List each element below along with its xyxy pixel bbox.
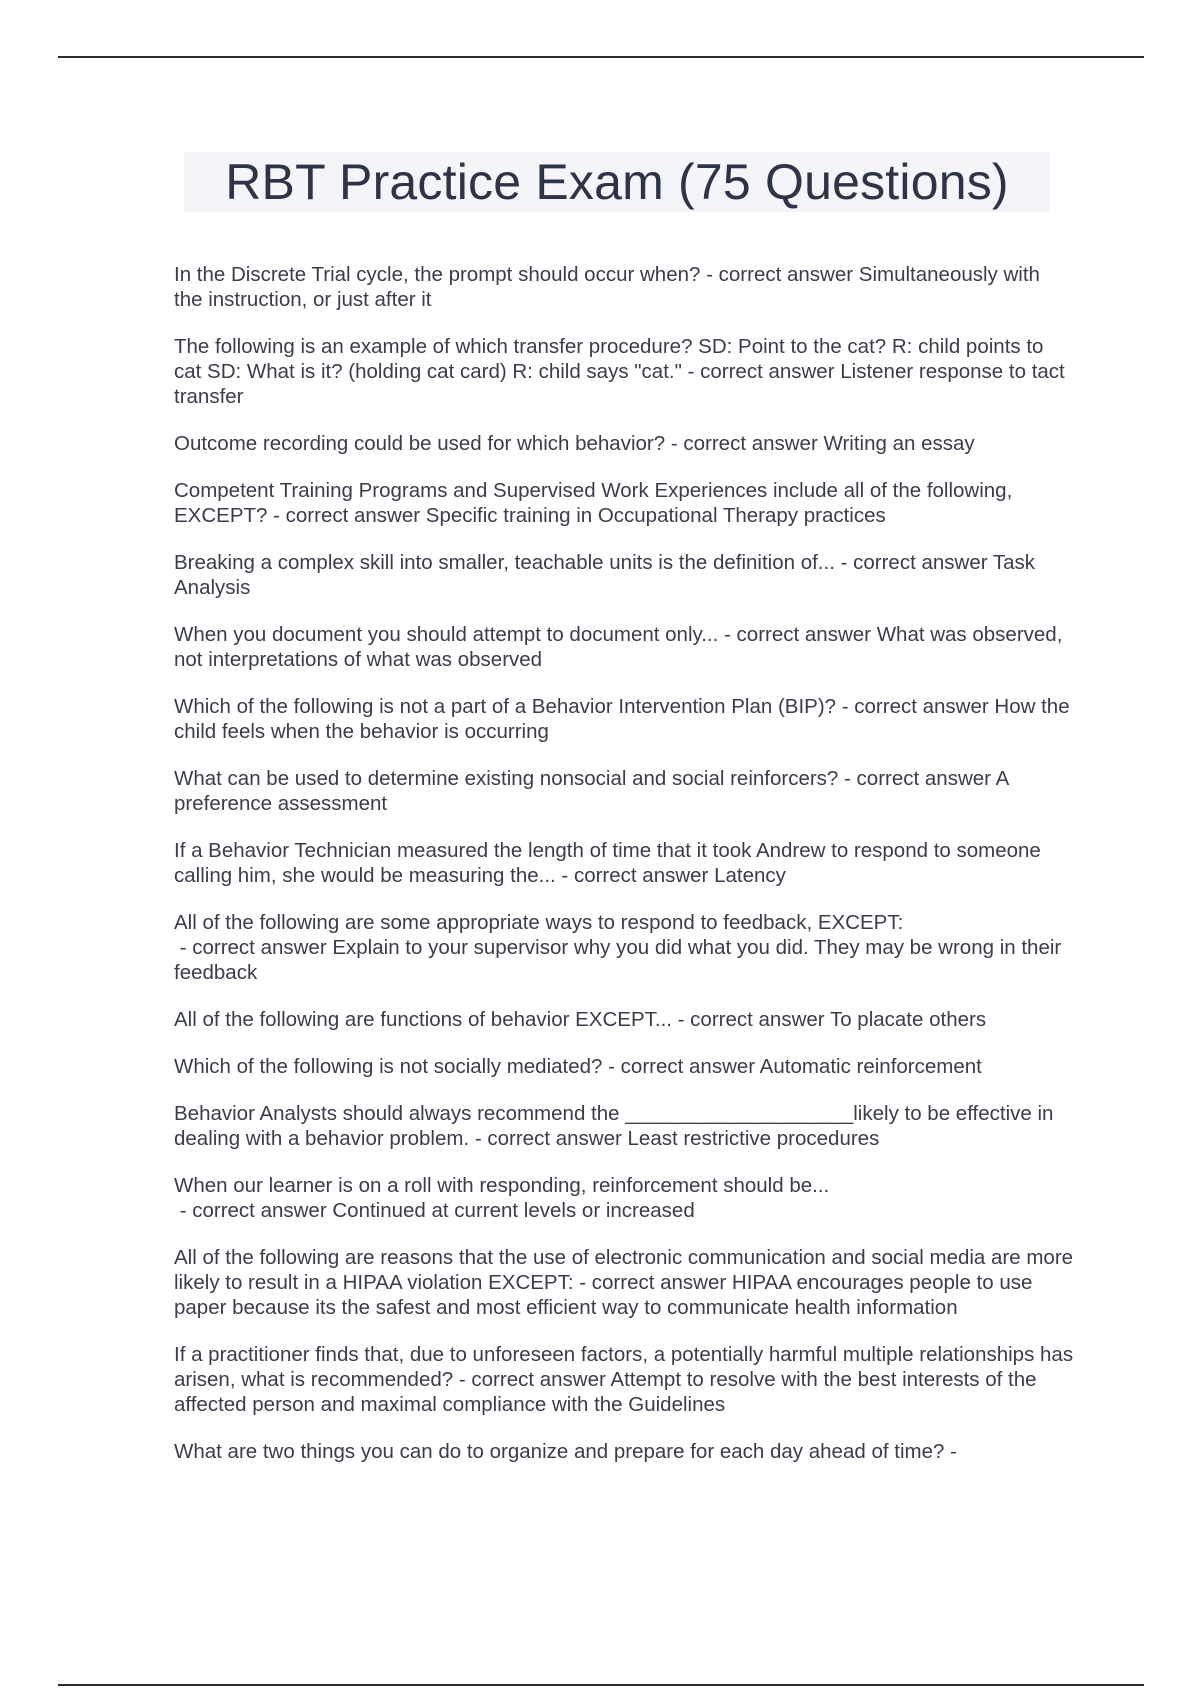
answer-separator: - correct answer	[453, 1368, 611, 1391]
qa-item	[174, 1439, 1074, 1464]
answer-text: Specific training in Occupational Therapy practices	[425, 504, 886, 527]
answer-separator: - correct answer	[469, 1127, 628, 1150]
question-text: When our learner is on a roll with responding, reinforcement should be...	[174, 1174, 830, 1197]
top-rule	[58, 56, 1144, 58]
qa-item	[174, 550, 1074, 600]
question-text: All of the following are reasons that the use of electronic communication and social media are more likely to result in a HIPAA violation EXCEPT:	[174, 1246, 1074, 1294]
question-text: Competent Training Programs and Supervised Work Experiences include all of the following, EXCEPT?	[174, 479, 1013, 527]
answer-text: HIPAA encourages people to use paper because its the safest and most efficient way to communicate health information	[174, 1271, 1033, 1319]
question-text: Breaking a complex skill into smaller, teachable units is the definition of...	[174, 551, 835, 574]
qa-item	[174, 1342, 1074, 1417]
qa-item	[174, 262, 1074, 312]
qa-item	[174, 1173, 1074, 1223]
answer-text: Least restrictive procedures	[627, 1127, 880, 1150]
answer-text: Continued at current levels or increased	[332, 1199, 695, 1222]
qa-item	[174, 431, 1074, 456]
question-text: If a practitioner finds that, due to unforeseen factors, a potentially harmful multiple relationships has arisen, what is recommended?	[174, 1343, 1074, 1391]
qa-item	[174, 622, 1074, 672]
qa-item	[174, 478, 1074, 528]
answer-text: To placate others	[829, 1008, 987, 1031]
qa-list	[174, 262, 1074, 1486]
answer-separator: - correct answer	[267, 504, 426, 527]
qa-item	[174, 910, 1074, 985]
answer-separator: - correct answer	[665, 432, 824, 455]
answer-separator: - correct answer	[681, 360, 841, 383]
answer-separator: - correct answer	[700, 263, 859, 286]
answer-separator: - correct answer	[671, 1008, 830, 1031]
answer-separator: - correct answer	[174, 1199, 333, 1222]
question-text: All of the following are some appropriate ways to respond to feedback, EXCEPT:	[174, 911, 904, 934]
question-text: If a Behavior Technician measured the length of time that it took Andrew to respond to someone calling him, she would be measuring the...	[174, 839, 1041, 887]
question-text: What are two things you can do to organize and prepare for each day ahead of time? -	[174, 1440, 957, 1463]
answer-text: Latency	[714, 864, 786, 887]
qa-item	[174, 1101, 1074, 1151]
question-text: In the Discrete Trial cycle, the prompt should occur when?	[174, 263, 701, 286]
question-text: Behavior Analysts should always recommend the ____________________likely to be effective in dealing with a behavior problem.	[174, 1102, 1054, 1150]
answer-text: How the child feels when the behavior is occurring	[174, 695, 1070, 743]
answer-text: Task Analysis	[174, 551, 1036, 599]
answer-separator: - correct answer	[834, 551, 993, 574]
page-title: RBT Practice Exam (75 Questions)	[225, 154, 1009, 210]
answer-separator: - correct answer	[573, 1271, 732, 1294]
answer-separator: - correct answer	[602, 1055, 760, 1078]
answer-text: What was observed, not interpretations of what was observed	[174, 623, 1063, 671]
question-text: When you document you should attempt to document only...	[174, 623, 719, 646]
qa-item	[174, 694, 1074, 744]
qa-item	[174, 838, 1074, 888]
answer-separator: - correct answer	[174, 936, 333, 959]
bottom-rule	[58, 1684, 1144, 1686]
qa-item	[174, 766, 1074, 816]
qa-item	[174, 334, 1074, 409]
qa-item	[174, 1054, 1074, 1079]
answer-text: Attempt to resolve with the best interests of the affected person and maximal compliance with the Guidelines	[174, 1368, 1037, 1416]
answer-separator: - correct answer	[836, 695, 995, 718]
qa-item	[174, 1007, 1074, 1032]
answer-text: Automatic reinforcement	[759, 1055, 982, 1078]
question-text: Which of the following is not a part of a Behavior Intervention Plan (BIP)?	[174, 695, 837, 718]
question-text: Which of the following is not socially mediated?	[174, 1055, 603, 1078]
answer-text: A preference assessment	[174, 767, 1009, 815]
answer-text: Simultaneously with the instruction, or just after it	[174, 263, 1040, 311]
answer-separator: - correct answer	[838, 767, 996, 790]
qa-item	[174, 1245, 1074, 1320]
answer-text: Listener response to tact transfer	[174, 360, 1065, 408]
answer-text: Writing an essay	[823, 432, 975, 455]
answer-separator: - correct answer	[555, 864, 715, 887]
answer-text: Explain to your supervisor why you did what you did. They may be wrong in their feedback	[174, 936, 1062, 984]
question-text: What can be used to determine existing nonsocial and social reinforcers?	[174, 767, 839, 790]
question-text: All of the following are functions of behavior EXCEPT...	[174, 1008, 672, 1031]
answer-separator: - correct answer	[718, 623, 877, 646]
question-text: The following is an example of which transfer procedure? SD: Point to the cat? R: child points to cat SD: What is it? (holding cat card) R: child says "cat."	[174, 335, 1044, 383]
title-banner	[184, 152, 1050, 212]
question-text: Outcome recording could be used for which behavior?	[174, 432, 666, 455]
